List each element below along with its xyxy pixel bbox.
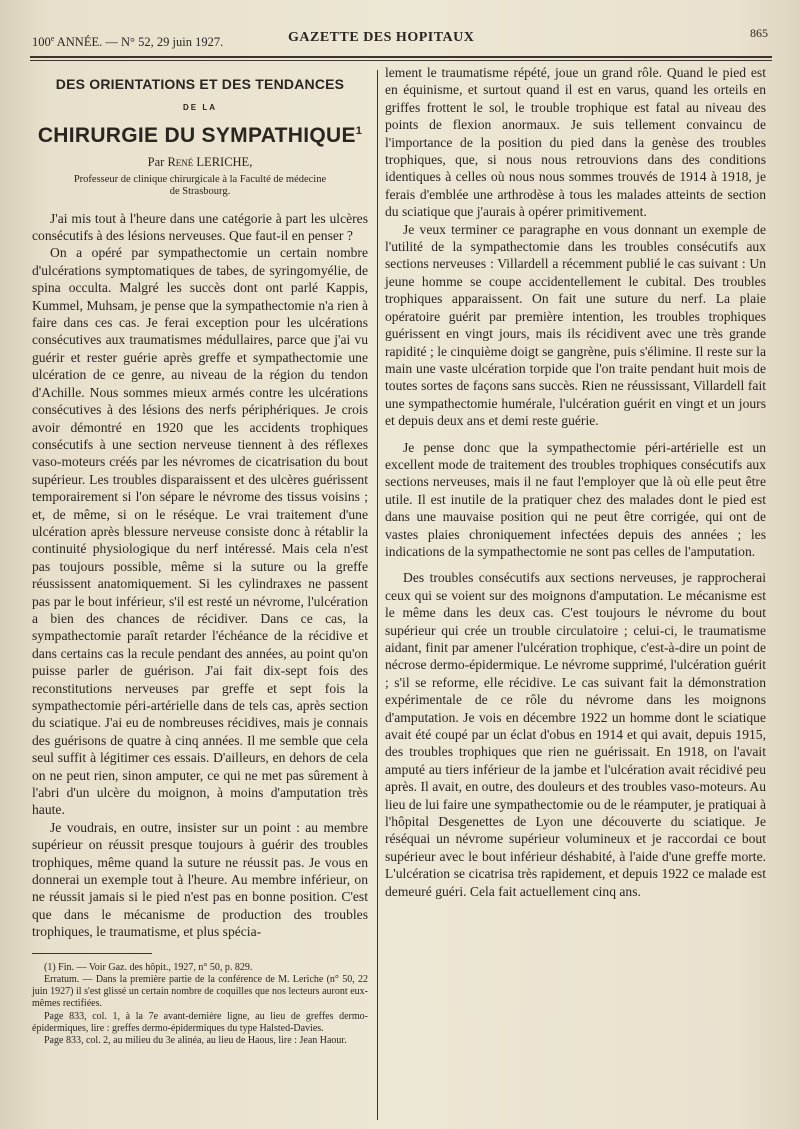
right-column: [385, 64, 766, 900]
paragraph: Je veux terminer ce paragraphe en vous donnant un exemple de l'utilité de la sympathectomie dans les troubles consécutifs aux sections nerveuses : Villardell a récemment publié le cas suivant : Un jeune homme se coupe accidentellement le cubital. Des troubles trophiques apparaissent. On fait une suture du nerf. La plaie opératoire guérit par première intention, les troubles trophiques guérissent en vingt jours, mais ils récidivent avec une très grande rapidité ; le cinquième doigt se gangrène, puis s'élimine. Il reste sur la main une vaste ulcération torpide que l'on traite pendant huit mois de toutes sortes de façons sans succès. Rien ne réussissant, Villardell fait une sympathectomie humérale, l'ulcération guérit en vingt et un jours et depuis deux ans et demi reste guérie.: [385, 221, 766, 429]
article-title-line1: DES ORIENTATIONS ET DES TENDANCES: [55, 76, 345, 92]
header-rule-thin: [30, 60, 772, 61]
footnote: Page 833, col. 2, au milieu du 3e alinéa, au lieu de Haous, lire : Jean Haour.: [44, 1034, 347, 1046]
year-number: 100: [32, 35, 51, 50]
paragraph: Je voudrais, en outre, insister sur un point : au membre supérieur on réussit presque toujours à guérir des troubles trophiques, même quand la suture ne réussit pas. Je vous en donnerai un exemple tout à l'heure. Au membre inférieur, on ne réussit jamais si le pied n'est pas en bonne position. C'est que dans le mécanisme de production des troubles trophiques, le traumatisme, et plus spécia-: [32, 819, 368, 940]
footnote-rule: [32, 953, 152, 954]
page-header: [30, 26, 770, 50]
paragraph: On a opéré par sympathectomie un certain nombre d'ulcérations symptomatiques de tabes, de syringomyélie, de spina occulta. Malgré les succès dont ont parlé Kappis, Kummel, Muhsam, je pense que la sympathectomie n'a rien à faire dans ces cas. Je ferai exception pour les ulcérations consécutives aux traumatismes médullaires, parce que j'ai vu guérir et rester guérie après greffe et sympathectomie une ulcération de ce genre, au niveau de la région du tendon d'Achille. Nous sommes mieux armés contre les ulcérations consécutives à des lésions des nerfs périphériques. Je crois avoir démontré en 1920 que les accidents trophiques consécutifs à une section nerveuse tiennent à des réflexes vaso-moteurs créés par les névromes de cicatrisation du bout supérieur. Les troubles disparaissent et des ulcères guérissent temporairement si l'on sépare le névrome des tissus voisins ; et, de même, si on le réséque. Le vrai traitement d'une ulcération après blessure nerveuse consiste donc à rétablir la continuité physiologique du nerf intéressé. Mais cela n'est pas toujours possible, même si la suture ou la greffe réussissent anatomiquement. Si les cylindraxes ne passent pas par le bout inférieur, s'il est resté un névrome, l'ulcération a bien des chances de récidiver. Dans ce cas, la sympathectomie paraît retarder l'échéance de la récidive et dans certains cas la recule pendant des années, au point qu'on puisse parler de guérison. J'ai fait dix-sept fois des reconstitutions nerveuses par greffe et sept fois la sympathectomie péri-artérielle dans de tels cas, après section du sciatique. J'ai eu de nombreuses récidives, mais je connais des guérisons de quatre à cinq années. Il me semble que cela seul suffit à légitimer ces essais. D'ailleurs, en dehors de cela on ne peut rien, sinon amputer, ce qui ne met pas sûrement à l'abri d'un ulcère du moignon, à moins d'amputation très haute.: [32, 245, 368, 818]
header-rule: [30, 56, 772, 58]
article-title-main-text: CHIRURGIE DU SYMPATHIQUE: [37, 123, 356, 147]
footnote: Page 833, col. 1, à la 7e avant-dernière ligne, au lieu de greffes dermo-épidermiques, lire : greffes dermo-épidermiques du type Halsted-Davies.: [32, 1010, 368, 1034]
author-affiliation: [32, 174, 368, 198]
footnote: (1) Fin. — Voir Gaz. des hôpit., 1927, n° 50, p. 829.: [44, 961, 253, 973]
year-suffix: e: [50, 34, 55, 43]
journal-title: GAZETTE DES HOPITAUX: [288, 30, 475, 45]
footnotes: [32, 962, 368, 1047]
byline-prefix: Par: [147, 155, 165, 170]
article-title-main: [32, 123, 368, 147]
paragraph: Je pense donc que la sympathectomie péri-artérielle est un excellent mode de traitement des troubles trophiques consécutifs aux sections nerveuses, mais il ne faut l'employer que là où elle peut être utile. Il est inutile de la pratiquer chez des malades dont le pied est dans une mauvaise position qui ne peut être corrigée, qui ont de vastes plaies chroniquement infectées depuis des années ; les indications de la sympathectomie ne sont pas celles de l'amputation.: [385, 439, 766, 559]
title-footnote-marker: 1: [355, 124, 363, 137]
left-column: [32, 72, 368, 1047]
footnote: Erratum. — Dans la première partie de la conférence de M. Leriche (n° 50, 22 juin 1927) il s'est glissé un certain nombre de coquilles que nos lecteurs auront eux-mêmes rectifiées.: [32, 973, 368, 1010]
article-title-line2: DE LA: [183, 103, 217, 113]
affiliation-line: de Strasbourg.: [169, 185, 231, 197]
paragraph: Des troubles consécutifs aux sections nerveuses, je rapprocherai ceux qui se voient sur des moignons d'amputation. Le mécanisme est le même dans les deux cas. C'est toujours le névrome du bout supérieur qui crée un trouble circulatoire ; celui-ci, le traumatisme aidant, finit par amener l'ulcération trophique, c'est-à-dire un point de nécrose dermo-épidermique. Le névrome supprimé, l'ulcération guérit ; s'il se reforme, elle récidive. Le cas suivant fait la démonstration expérimentale de ce rôle du névrome dans les moignons d'amputation. Je vois en décembre 1922 un homme dont le sciatique avait été coupé par un éclat d'obus en 1914 et qui avait, depuis 1915, des troubles trophiques que rien ne guérissait. En 1918, on l'avait amputé au tiers inférieur de la jambe et l'ulcération avait récidivé peu après. Il avait, en outre, des douleurs et des troubles vaso-moteurs. Au lieu de lui faire une sympathectomie ou de le réamputer, je pratiquai à l'hôpital Desgenettes de Lyon une découverte du sciatique. Je réséquai un névrome supérieur volumineux et je raccordai ce bout supérieur avec le bout inférieur déshabité, à l'aide d'une greffe morte. L'ulcération se cicatrisa très rapidement, et depuis 1922 ce malade est demeuré guéri. Cela fait actuellement cinq ans.: [385, 570, 766, 899]
affiliation-line: Professeur de clinique chirurgicale à la Faculté de médecine: [73, 173, 327, 185]
column-divider: [377, 70, 378, 1120]
issue-info: [32, 34, 223, 50]
paragraph: J'ai mis tout à l'heure dans une catégorie à part les ulcères consécutifs à des lésions nerveuses. Que faut-il en penser ?: [32, 210, 368, 244]
issue-number-date: — N° 52, 29 juin 1927.: [105, 35, 224, 50]
paragraph: lement le traumatisme répété, joue un grand rôle. Quand le pied est en équinisme, et surtout quand il est en varus, quand les orteils en griffes frottent le sol, le trouble trophique est fatal au niveau des points de flexion anormaux. Je suis tellement convaincu de l'importance de la position du pied dans la genèse des troubles trophiques, que, si nous nous retrouvions dans des conditions identiques à celles où nous nous sommes trouvés de 1914 à 1918, je ferais d'emblée une arthrodèse à tous les malades atteints de section du sciatique que j'aurais à opérer primitivement.: [385, 65, 766, 220]
page-number: 865: [750, 26, 768, 40]
year-word: ANNÉE.: [56, 35, 103, 50]
author-name: René LERICHE,: [167, 155, 253, 170]
byline: [32, 154, 368, 171]
